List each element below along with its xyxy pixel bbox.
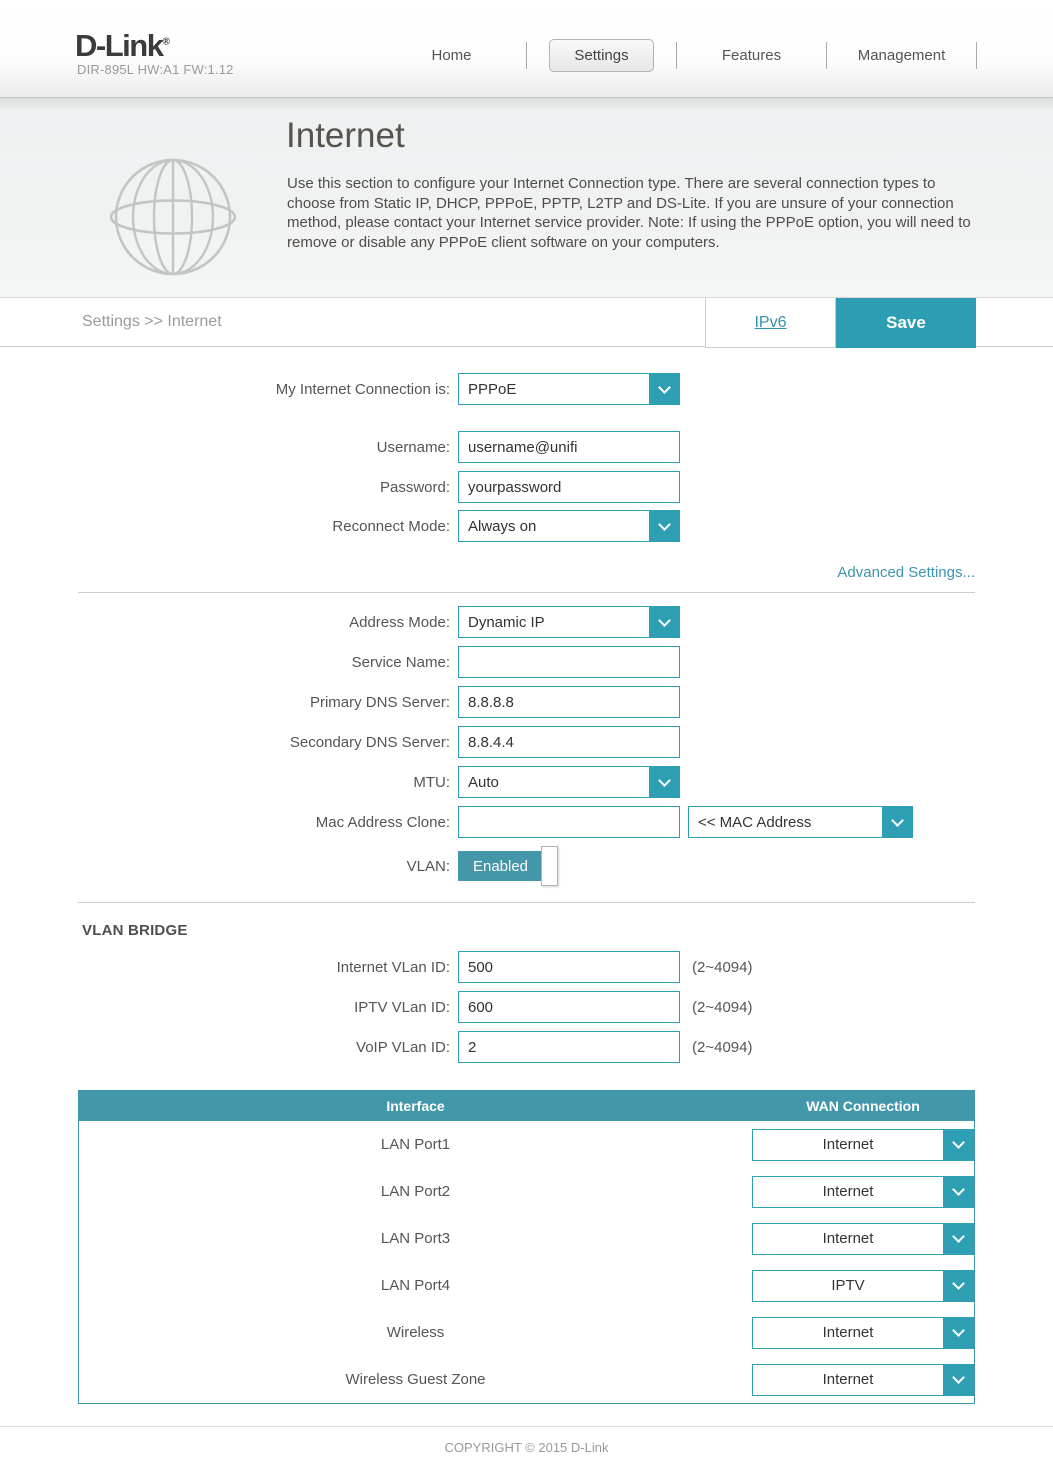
username-label: Username:: [376, 438, 450, 456]
lan-port3-wan-select[interactable]: [752, 1223, 974, 1255]
chevron-down-icon: [649, 607, 679, 637]
ipv6-link-label: IPv6: [754, 313, 787, 331]
primary-dns-label: Primary DNS Server:: [309, 693, 450, 711]
mtu-label: MTU:: [413, 773, 450, 791]
secondary-dns-label: Secondary DNS Server:: [289, 733, 450, 751]
nav-features-label: Features: [721, 46, 782, 64]
internet-vlan-id-hint: (2~4094): [692, 958, 753, 976]
password-row: [0, 471, 1053, 503]
internet-vlan-id-label: Internet VLan ID:: [336, 958, 450, 976]
table-row: [79, 1215, 974, 1262]
breadcrumb: Settings >> Internet: [82, 313, 222, 330]
service-name-label: Service Name:: [351, 653, 450, 671]
nav-item-features[interactable]: [677, 40, 826, 71]
divider: [78, 592, 975, 593]
secondary-dns-row: [0, 726, 1053, 758]
vlan-bridge-heading: VLAN BRIDGE: [82, 922, 188, 939]
vlan-row: [0, 846, 1053, 886]
interface-name: LAN Port2: [380, 1183, 451, 1200]
advanced-settings-row: [0, 564, 1053, 582]
interface-column-header: Interface: [386, 1098, 445, 1114]
lan-port2-wan-select[interactable]: [752, 1176, 974, 1208]
copyright-text: COPYRIGHT © 2015 D-Link: [444, 1440, 609, 1455]
voip-vlan-id-row: [0, 1031, 1053, 1063]
connection-type-row: [0, 373, 1053, 405]
voip-vlan-id-label: VoIP VLan ID:: [356, 1038, 450, 1056]
interface-table-header: [79, 1091, 974, 1121]
nav-item-settings[interactable]: [527, 39, 676, 72]
save-button[interactable]: Save: [836, 298, 976, 348]
vlan-toggle-state: Enabled: [458, 851, 543, 881]
lan-port1-wan-select[interactable]: [752, 1129, 974, 1161]
address-mode-value: Dynamic IP: [468, 613, 545, 631]
reconnect-mode-label: Reconnect Mode:: [332, 517, 450, 535]
mac-clone-source-select[interactable]: [688, 806, 913, 838]
page-header-section: [0, 98, 1053, 297]
divider: [0, 1426, 1053, 1427]
interface-name: LAN Port4: [380, 1277, 451, 1294]
nav-management-label: Management: [857, 46, 946, 64]
advanced-settings-link[interactable]: Advanced Settings...: [837, 564, 975, 581]
internet-settings-form: [0, 373, 1053, 1404]
iptv-vlan-id-row: [0, 991, 1053, 1023]
table-row: [79, 1356, 974, 1403]
ipv6-button[interactable]: [705, 298, 836, 348]
reconnect-mode-value: Always on: [468, 517, 537, 535]
lan-port1-wan-value: Internet: [822, 1136, 874, 1153]
interface-name: LAN Port3: [380, 1230, 451, 1247]
chevron-down-icon: [943, 1318, 973, 1348]
password-input[interactable]: [458, 471, 680, 503]
device-model-label: DIR-895L HW:A1 FW:1.12: [77, 62, 234, 77]
chevron-down-icon: [943, 1130, 973, 1160]
internet-vlan-id-input[interactable]: [458, 951, 680, 983]
mac-clone-source-value: << MAC Address: [698, 813, 812, 831]
iptv-vlan-id-input[interactable]: [458, 991, 680, 1023]
nav-item-management[interactable]: [827, 40, 976, 71]
mac-clone-label: Mac Address Clone:: [315, 813, 450, 831]
username-row: [0, 431, 1053, 463]
username-input[interactable]: [458, 431, 680, 463]
table-row: [79, 1121, 974, 1168]
nav-settings-label: Settings: [549, 39, 653, 72]
table-row: [79, 1262, 974, 1309]
chevron-down-icon: [943, 1177, 973, 1207]
interface-name: LAN Port1: [380, 1136, 451, 1153]
chevron-down-icon: [943, 1224, 973, 1254]
chevron-down-icon: [649, 767, 679, 797]
page-title: Internet: [286, 116, 405, 155]
vlan-toggle-knob[interactable]: [541, 846, 558, 886]
lan-port4-wan-select[interactable]: [752, 1270, 974, 1302]
divider: [78, 902, 975, 903]
connection-type-label: My Internet Connection is:: [275, 380, 450, 398]
chevron-down-icon: [882, 807, 912, 837]
mac-clone-input[interactable]: [458, 806, 680, 838]
primary-dns-row: [0, 686, 1053, 718]
vlan-label: VLAN:: [406, 857, 450, 875]
password-label: Password:: [379, 478, 450, 496]
voip-vlan-id-hint: (2~4094): [692, 1038, 753, 1056]
wan-connection-column-header: WAN Connection: [806, 1098, 920, 1114]
lan-port3-wan-value: Internet: [822, 1230, 874, 1247]
chevron-down-icon: [943, 1271, 973, 1301]
interface-name: Wireless Guest Zone: [345, 1371, 486, 1388]
nav-item-home[interactable]: [377, 40, 526, 71]
globe-wireframe-icon: [110, 154, 236, 280]
nav-home-label: Home: [431, 46, 472, 64]
breadcrumb-toolbar: [0, 297, 1053, 347]
iptv-vlan-id-hint: (2~4094): [692, 998, 753, 1016]
page-description: Use this section to configure your Internet Connection type. There are several connection types to choose from Static IP, DHCP, PPPoE, PPTP, L2TP and DS-Lite. If you are unsure of your connection method, please contact your Internet service provider. Note: If using the PPPoE option, you will need to remove or disable any PPPoE client software on your computers.: [287, 175, 971, 251]
table-row: [79, 1309, 974, 1356]
lan-port2-wan-value: Internet: [822, 1183, 874, 1200]
internet-vlan-id-row: [0, 951, 1053, 983]
interface-name: Wireless: [386, 1324, 445, 1341]
chevron-down-icon: [649, 511, 679, 541]
nav-divider: [976, 42, 977, 69]
address-mode-select[interactable]: [458, 606, 680, 638]
service-name-input[interactable]: [458, 646, 680, 678]
iptv-vlan-id-label: IPTV VLan ID:: [354, 998, 450, 1016]
interface-table: [78, 1090, 975, 1404]
wireless-wan-value: Internet: [822, 1324, 874, 1341]
wireless-guest-zone-wan-value: Internet: [822, 1371, 874, 1388]
mtu-value: Auto: [468, 773, 499, 791]
dlink-logo: D-Link®: [75, 28, 170, 63]
wireless-guest-zone-wan-select[interactable]: [752, 1364, 974, 1396]
main-nav: [377, 38, 977, 72]
chevron-down-icon: [943, 1365, 973, 1395]
connection-type-value: PPPoE: [468, 380, 517, 398]
top-navigation-bar: [0, 0, 1053, 98]
mac-clone-row: [0, 806, 1053, 838]
service-name-row: [0, 646, 1053, 678]
voip-vlan-id-input[interactable]: [458, 1031, 680, 1063]
vlan-toggle[interactable]: [458, 846, 559, 886]
mtu-row: [0, 766, 1053, 798]
reconnect-mode-select[interactable]: [458, 510, 680, 542]
address-mode-row: [0, 606, 1053, 638]
registered-mark: ®: [162, 36, 170, 48]
reconnect-mode-row: [0, 510, 1053, 542]
table-row: [79, 1168, 974, 1215]
wireless-wan-select[interactable]: [752, 1317, 974, 1349]
connection-type-select[interactable]: [458, 373, 680, 405]
primary-dns-input[interactable]: [458, 686, 680, 718]
chevron-down-icon: [649, 374, 679, 404]
address-mode-label: Address Mode:: [349, 613, 450, 631]
lan-port4-wan-value: IPTV: [831, 1277, 865, 1294]
secondary-dns-input[interactable]: [458, 726, 680, 758]
mtu-select[interactable]: [458, 766, 680, 798]
